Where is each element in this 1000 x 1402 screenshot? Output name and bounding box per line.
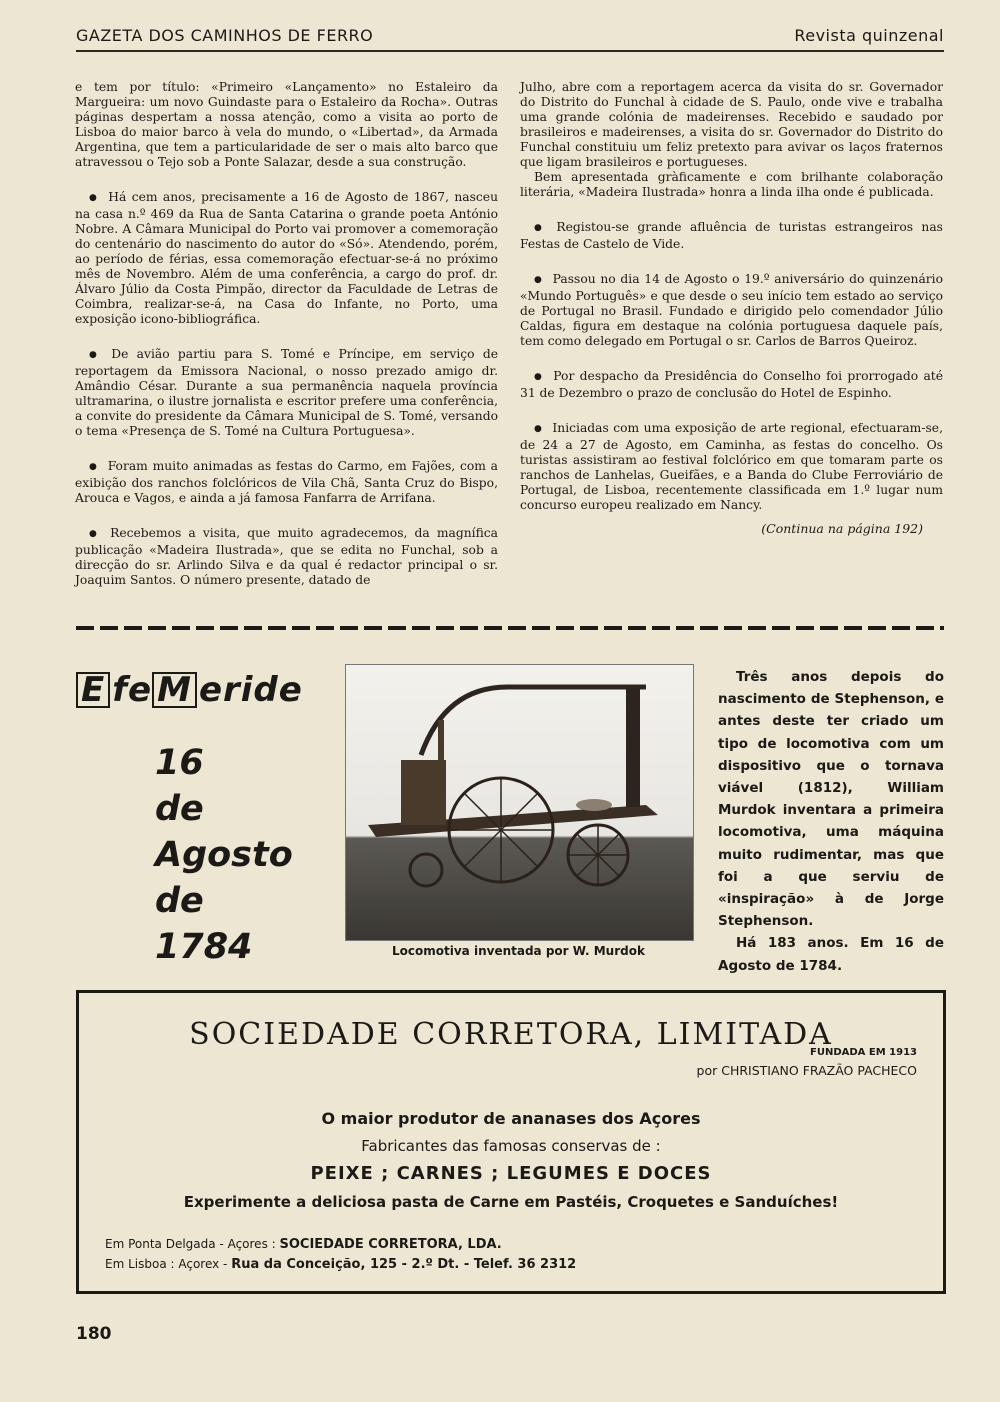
date-de: de bbox=[155, 881, 204, 921]
paragraph: ● De avião partiu para S. Tomé e Príncipe, em serviço de reportagem da Emissora Nacional, o nosso prezado amigo dr. Amândio César. Durante a sua permanência naquela província ultramarina, o ilustre jornalista e escritor prefere uma conferência, a convite do presidente da Câmara Municipal de S. Tomé, versando o tema «Presença de S. Tomé na Cultura Portuguesa». bbox=[75, 347, 498, 439]
ad-address-lisboa bbox=[105, 1257, 576, 1272]
paragraph: ● Foram muito animadas as festas do Carmo, em Fajões, com a exibição dos ranchos folclóricos de Vila Chã, Santa Cruz do Bispo, Arouca e Vagos, e ainda a já famosa Fanfarra de Arrifana. bbox=[75, 459, 498, 506]
efemeride-paragraph: Três anos depois do nascimento de Stephenson, e antes deste ter criado um tipo de locomotiva com um dispositivo que o tornava viável (1812), William Murdok inventara a primeira locomotiva, uma máquina muito rudimentar, mas que foi a que serviu de «inspiração» à de Jorge Stephenson. bbox=[718, 669, 944, 930]
column-right bbox=[520, 80, 943, 536]
paragraph: ● Recebemos a visita, que muito agradecemos, da magnífica publicação «Madeira Ilustrada», que se edita no Funchal, sob a direcção do sr. Arlindo Silva e da qual é redactor principal o sr. Joaquim Santos. O número presente, datado de bbox=[75, 526, 498, 588]
ad-makers: Fabricantes das famosas conservas de : bbox=[361, 1137, 661, 1155]
page-header bbox=[76, 24, 944, 52]
address-label: Em Ponta Delgada - Açores : bbox=[105, 1237, 276, 1251]
heading-part: eride bbox=[198, 670, 303, 710]
ad-products: PEIXE ; CARNES ; LEGUMES E DOCES bbox=[310, 1163, 712, 1184]
ad-address-ponta-delgada bbox=[105, 1237, 502, 1252]
paragraph: ● Iniciadas com uma exposição de arte regional, efectuaram-se, de 24 a 27 de Agosto, em Caminha, as festas do concelho. Os turistas assistiram ao festival folclórico em que tomaram parte os ranchos de Lanhelas, Gueifães, e a Banda do Clube Ferroviário de Portugal, de Lisboa, recentemente classificada em 1.º lugar num concurso europeu realizado em Nancy. bbox=[520, 421, 943, 513]
efemeride-text bbox=[718, 666, 944, 977]
date-de: de bbox=[155, 789, 204, 829]
heading-letter: M bbox=[152, 672, 197, 708]
continues-note: (Continua na página 192) bbox=[761, 521, 923, 536]
paragraph: ● Passou no dia 14 de Agosto o 19.º aniversário do quinzenário «Mundo Português» e que desde o seu início tem estado ao serviço de Portugal no Brasil. Fundado e dirigido pelo comendador Júlio Caldas, figura em destaque na colónia portuguesa daquele país, tem como delegado em Portugal o sr. Carlos de Barros Queiroz. bbox=[520, 272, 943, 349]
efemeride-heading bbox=[76, 670, 316, 710]
founded-line: FUNDADA EM 1913 bbox=[810, 1047, 917, 1058]
ad-tryit: Experimente a deliciosa pasta de Carne em Pastéis, Croquetes e Sanduíches! bbox=[183, 1193, 839, 1211]
advertisement-box bbox=[76, 990, 946, 1294]
journal-title: GAZETA DOS CAMINHOS DE FERRO bbox=[76, 26, 374, 45]
journal-subtitle: Revista quinzenal bbox=[794, 26, 944, 45]
ad-slogan: O maior produtor de ananases dos Açores bbox=[321, 1109, 701, 1128]
photo-caption: Locomotiva inventada por W. Murdok bbox=[392, 944, 645, 958]
date-year: 1784 bbox=[155, 927, 253, 967]
date-day: 16 bbox=[155, 743, 204, 783]
paragraph: e tem por título: «Primeiro «Lançamento» no Estaleiro da Margueira: um novo Guindaste para o Estaleiro da Rocha». Outras páginas despertam a nossa atenção, como a visita ao porto de Lisboa do maior barco à vela do mundo, o «Libertad», da Armada Argentina, que tem a particularidade de ser o mais alto barco que atravessou o Tejo sob a Ponte Salazar, desde a sua construção. bbox=[75, 80, 498, 169]
paragraph: Bem apresentada gràficamente e com brilhante colaboração literária, «Madeira Ilustrada» honra a linda ilha onde é publicada. bbox=[520, 170, 943, 199]
address-value: Rua da Conceição, 125 - 2.º Dt. - Telef. 36 2312 bbox=[231, 1257, 577, 1272]
page-number: 180 bbox=[76, 1324, 112, 1344]
company-name: SOCIEDADE CORRETORA, LIMITADA bbox=[189, 1017, 833, 1052]
efemeride-paragraph: Há 183 anos. Em 16 de Agosto de 1784. bbox=[718, 935, 944, 974]
founder-line: por CHRISTIANO FRAZÃO PACHECO bbox=[696, 1063, 917, 1078]
address-label: Em Lisboa : Açorex - bbox=[105, 1257, 228, 1271]
paragraph: ● Registou-se grande afluência de turistas estrangeiros nas Festas de Castelo de Vide. bbox=[520, 220, 943, 252]
locomotive-illustration bbox=[346, 665, 693, 940]
address-value: SOCIEDADE CORRETORA, LDA. bbox=[279, 1237, 502, 1252]
heading-part: fe bbox=[112, 670, 153, 710]
section-divider bbox=[76, 626, 944, 630]
paragraph: ● Por despacho da Presidência do Conselho foi prorrogado até 31 de Dezembro o prazo de conclusão do Hotel de Espinho. bbox=[520, 369, 943, 401]
heading-letter: E bbox=[76, 672, 110, 708]
date-month: Agosto bbox=[155, 835, 293, 875]
locomotive-photo bbox=[345, 664, 694, 941]
paragraph: ● Há cem anos, precisamente a 16 de Agosto de 1867, nasceu na casa n.º 469 da Rua de Santa Catarina o grande poeta António Nobre. A Câmara Municipal do Porto vai promover a comemoração do centenário do nascimento do autor do «Só». Atendendo, porém, ao período de férias, essa comemoração efectuar-se-á no próximo mês de Novembro. Além de uma conferência, a cargo do prof. dr. Álvaro Júlio da Costa Pimpão, director da Faculdade de Letras de Coimbra, realizar-se-á, na Casa do Infante, no Porto, uma exposição icono-bibliográfica. bbox=[75, 190, 498, 327]
paragraph: Julho, abre com a reportagem acerca da visita do sr. Governador do Distrito do Funchal à cidade de S. Paulo, onde vive e trabalha uma grande colónia de madeirenses. Recebido e saudado por brasileiros e madeirenses, a visita do sr. Governador do Distrito do Funchal constituiu um feliz pretexto para avivar os laços fraternos que ligam brasileiros e portugueses. bbox=[520, 80, 943, 169]
column-left bbox=[75, 80, 498, 608]
efemeride-date bbox=[155, 740, 293, 970]
